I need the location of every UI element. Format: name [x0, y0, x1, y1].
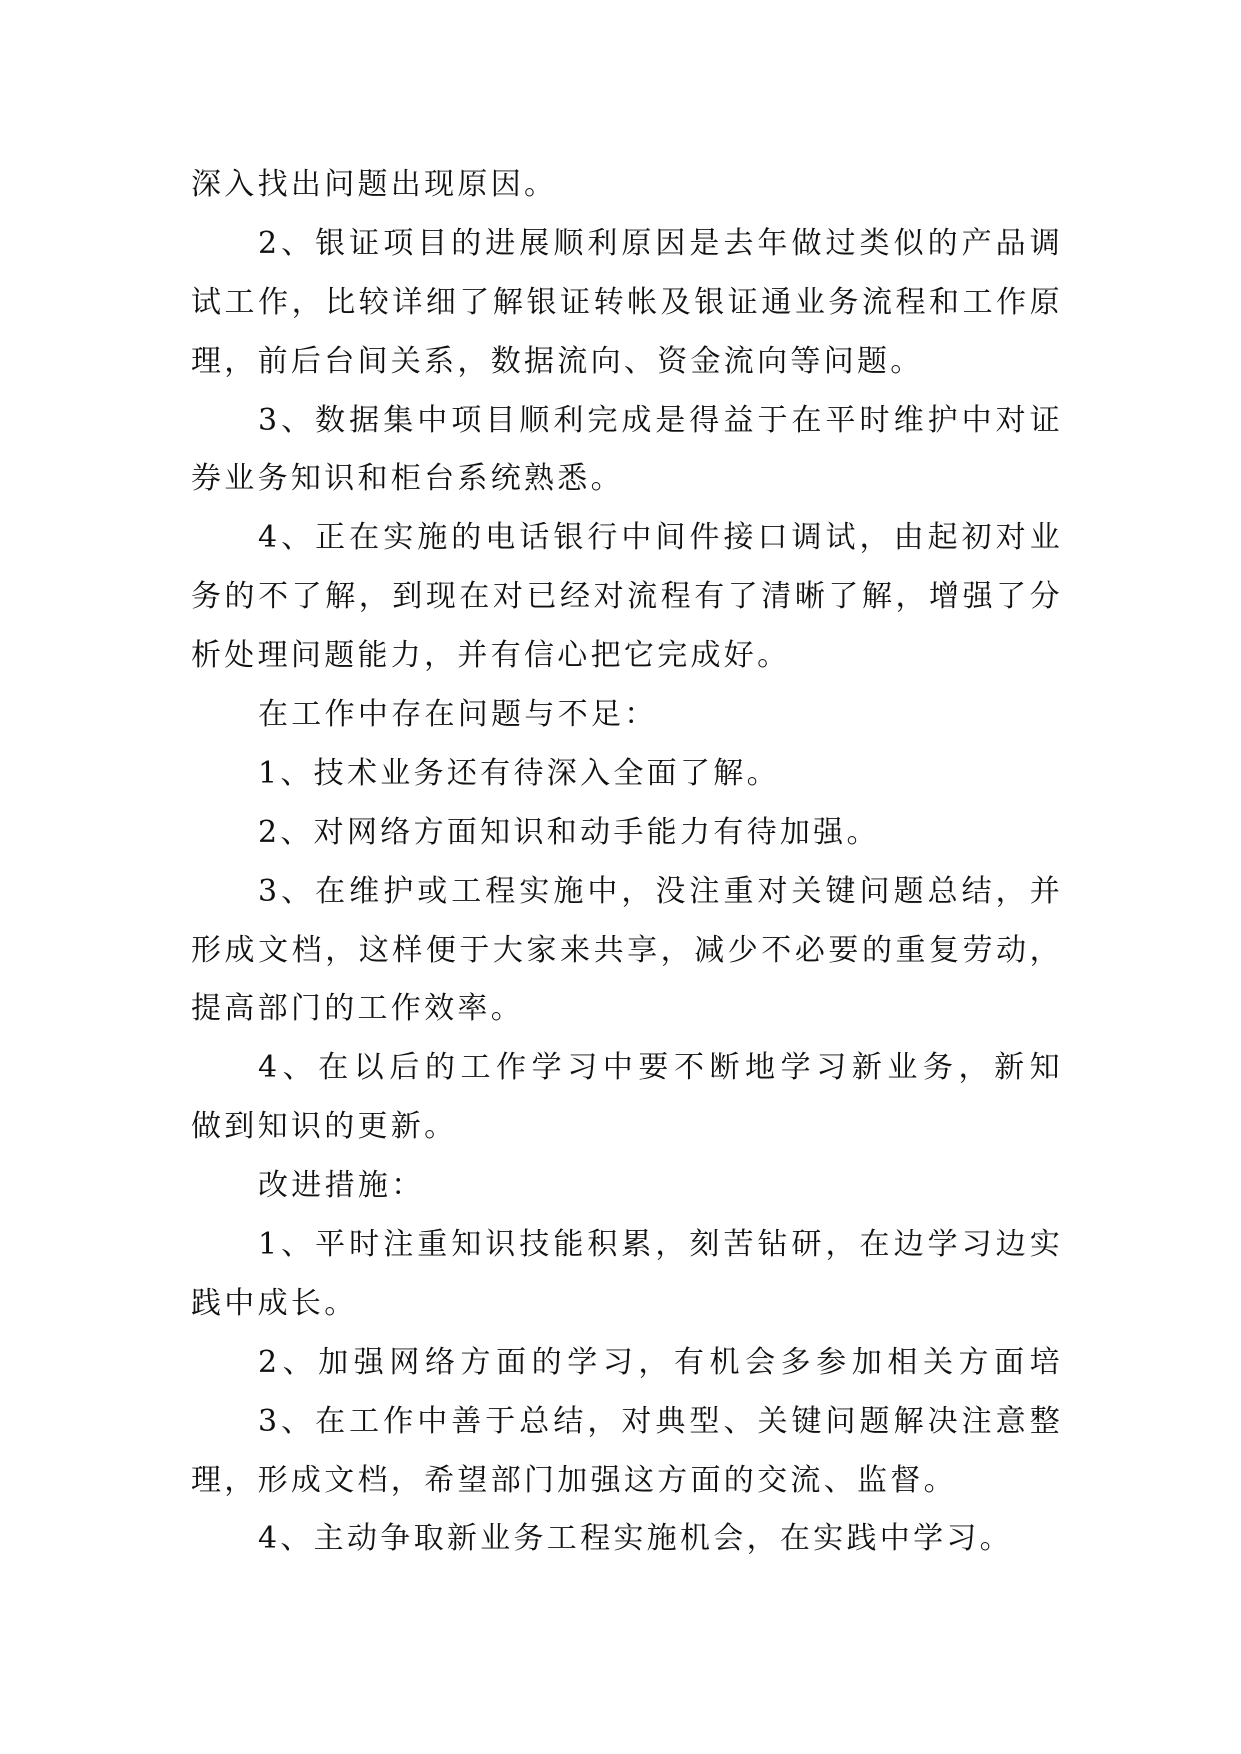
text-line: 试工作，比较详细了解银证转帐及银证通业务流程和工作原	[191, 284, 1063, 320]
paragraph	[191, 392, 1063, 510]
text-line: 2、对网络方面知识和动手能力有待加强。	[258, 814, 880, 850]
paragraph	[191, 804, 1063, 863]
text-line: 形成文档，这样便于大家来共享，减少不必要的重复劳动，	[191, 932, 1063, 968]
text-line: 做到知识的更新。	[191, 1109, 458, 1145]
text-line: 3、在工作中善于总结，对典型、关键问题解决注意整	[258, 1403, 1063, 1439]
text-line: 券业务知识和柜台系统熟悉。	[191, 461, 624, 497]
section-heading	[191, 686, 1063, 745]
section-heading	[191, 1157, 1063, 1216]
paragraph	[191, 863, 1063, 1040]
text-line: 2、银证项目的进展顺利原因是去年做过类似的产品调	[258, 225, 1063, 261]
paragraph	[191, 1510, 1063, 1569]
paragraph	[191, 509, 1063, 686]
text-line: 4、在以后的工作学习中要不断地学习新业务，新知	[258, 1050, 1063, 1086]
text-line: 改进措施：	[258, 1168, 425, 1204]
text-line: 提高部门的工作效率。	[191, 991, 524, 1027]
paragraph	[191, 1334, 1063, 1393]
text-line: 2、加强网络方面的学习，有机会多参加相关方面培	[258, 1344, 1063, 1380]
text-line: 理，前后台间关系，数据流向、资金流向等问题。	[191, 343, 924, 379]
text-line: 1、技术业务还有待深入全面了解。	[258, 755, 780, 791]
paragraph	[191, 156, 1063, 215]
text-line: 1、平时注重知识技能积累，刻苦钻研，在边学习边实	[258, 1227, 1063, 1263]
text-line: 务的不了解，到现在对已经对流程有了清晰了解，增强了分	[191, 579, 1063, 615]
text-line: 析处理问题能力，并有信心把它完成好。	[191, 638, 791, 674]
paragraph	[191, 1039, 1063, 1157]
document-body	[191, 156, 1063, 1569]
paragraph	[191, 745, 1063, 804]
text-line: 4、正在实施的电话银行中间件接口调试，由起初对业	[258, 520, 1063, 556]
text-line: 理，形成文档，希望部门加强这方面的交流、监督。	[191, 1462, 957, 1498]
paragraph	[191, 1393, 1063, 1511]
paragraph	[191, 1216, 1063, 1334]
text-line: 4、主动争取新业务工程实施机会，在实践中学习。	[258, 1521, 1013, 1557]
text-line: 3、在维护或工程实施中，没注重对关键问题总结，并	[258, 873, 1063, 909]
text-line: 在工作中存在问题与不足：	[258, 697, 658, 733]
text-line: 践中成长。	[191, 1285, 358, 1321]
text-line: 深入找出问题出现原因。	[191, 167, 558, 202]
text-line: 3、数据集中项目顺利完成是得益于在平时维护中对证	[258, 402, 1063, 438]
paragraph	[191, 215, 1063, 392]
